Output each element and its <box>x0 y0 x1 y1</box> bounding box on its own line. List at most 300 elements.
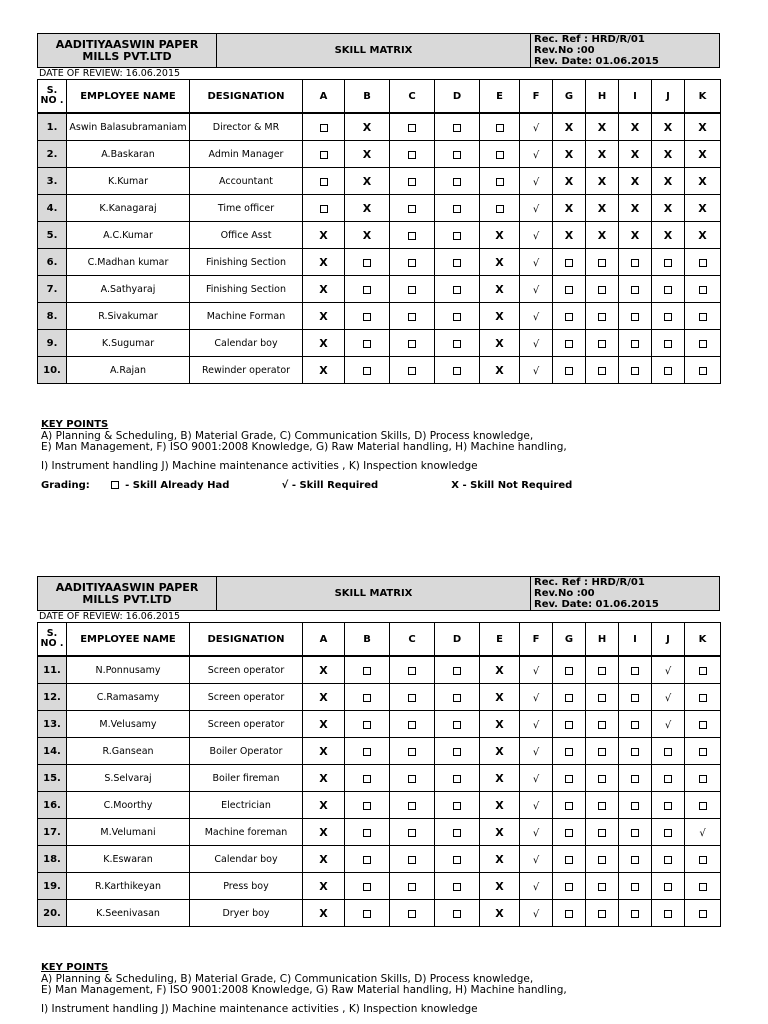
skill-not-required-icon: X <box>495 771 504 785</box>
skill-had-icon <box>699 856 707 864</box>
skill-had-icon <box>598 883 606 891</box>
skill-not-required-icon: X <box>495 255 504 269</box>
skill-cell-g <box>553 846 586 873</box>
skill-cell-a <box>303 303 345 330</box>
skill-not-required-icon: X <box>495 744 504 758</box>
skill-had-icon <box>664 367 672 375</box>
skill-not-required-icon: X <box>319 906 328 920</box>
skill-cell-b <box>345 113 390 141</box>
skill-required-icon: √ <box>699 827 706 839</box>
skill-not-required-icon: X <box>630 120 640 134</box>
skill-cell-g <box>553 819 586 846</box>
skill-required-icon: √ <box>664 692 672 704</box>
skill-cell-i <box>619 846 652 873</box>
employee-name: A.Sathyaraj <box>67 276 190 303</box>
grading-not-required: X - Skill Not Required <box>451 480 573 491</box>
skill-not-required-icon: X <box>362 228 372 242</box>
skill-cell-h <box>586 684 619 711</box>
grading-required: √ - Skill Required <box>281 480 379 491</box>
skill-cell-e <box>480 113 520 141</box>
skill-had-icon <box>664 259 672 267</box>
row-sno: 4. <box>38 195 67 222</box>
skill-not-required-icon: X <box>663 147 673 161</box>
skill-required-icon: √ <box>532 230 540 242</box>
skill-had-icon <box>664 829 672 837</box>
skill-had-icon <box>631 910 639 918</box>
skill-cell-g <box>553 873 586 900</box>
skill-required-icon: √ <box>532 908 540 920</box>
skill-had-icon <box>598 721 606 729</box>
skill-had-icon <box>320 124 328 132</box>
skill-cell-f <box>520 684 553 711</box>
skill-cell-h <box>586 222 619 249</box>
row-sno: 7. <box>38 276 67 303</box>
skill-cell-f <box>520 141 553 168</box>
skill-cell-d <box>435 656 480 684</box>
skill-cell-e <box>480 168 520 195</box>
company-name: AADITIYAASWIN PAPER MILLS PVT.LTD <box>38 577 217 610</box>
employee-name: N.Ponnusamy <box>67 656 190 684</box>
skill-cell-a <box>303 222 345 249</box>
skill-had-icon <box>565 910 573 918</box>
skill-cell-h <box>586 276 619 303</box>
skill-had-icon <box>408 721 416 729</box>
skill-cell-f <box>520 792 553 819</box>
skill-cell-i <box>619 222 652 249</box>
skill-cell-j <box>652 819 685 846</box>
skill-not-required-icon: X <box>564 201 574 215</box>
rev-no: Rev.No :00 <box>534 45 595 56</box>
skill-cell-j <box>652 900 685 927</box>
skill-not-required-icon: X <box>564 174 574 188</box>
skill-cell-b <box>345 873 390 900</box>
skill-had-icon <box>408 667 416 675</box>
skill-cell-h <box>586 168 619 195</box>
skill-cell-b <box>345 222 390 249</box>
skill-not-required-icon: X <box>495 282 504 296</box>
skill-cell-c <box>390 357 435 384</box>
table-row <box>38 276 721 303</box>
skill-cell-h <box>586 711 619 738</box>
skill-cell-f <box>520 900 553 927</box>
col-skill-j: J <box>652 80 685 114</box>
grading-had: - Skill Already Had <box>125 480 230 491</box>
skill-cell-d <box>435 249 480 276</box>
skill-cell-d <box>435 168 480 195</box>
skill-cell-h <box>586 113 619 141</box>
skill-had-icon <box>664 748 672 756</box>
skill-not-required-icon: X <box>597 147 607 161</box>
skill-cell-c <box>390 113 435 141</box>
skill-cell-f <box>520 330 553 357</box>
skill-cell-h <box>586 792 619 819</box>
record-reference <box>531 34 719 67</box>
skill-not-required-icon: X <box>495 879 504 893</box>
skill-had-icon <box>565 259 573 267</box>
col-skill-h: H <box>586 80 619 114</box>
skill-cell-h <box>586 900 619 927</box>
skill-cell-h <box>586 330 619 357</box>
skill-had-icon <box>496 178 504 186</box>
skill-cell-d <box>435 765 480 792</box>
skill-had-icon <box>699 883 707 891</box>
skill-cell-g <box>553 900 586 927</box>
skill-not-required-icon: X <box>319 744 328 758</box>
skill-not-required-icon: X <box>319 879 328 893</box>
skill-cell-j <box>652 846 685 873</box>
skill-cell-h <box>586 765 619 792</box>
table-header-row <box>38 80 721 114</box>
skill-not-required-icon: X <box>597 201 607 215</box>
skill-cell-k <box>685 873 721 900</box>
skill-cell-k <box>685 357 721 384</box>
skill-cell-e <box>480 222 520 249</box>
skill-not-required-icon: X <box>495 852 504 866</box>
skill-cell-f <box>520 249 553 276</box>
skill-cell-k <box>685 819 721 846</box>
skill-cell-j <box>652 249 685 276</box>
skill-not-required-icon: X <box>597 120 607 134</box>
skill-had-icon <box>699 259 707 267</box>
skill-had-icon <box>598 775 606 783</box>
skill-cell-b <box>345 330 390 357</box>
skill-not-required-icon: X <box>362 147 372 161</box>
skill-required-icon: √ <box>532 746 540 758</box>
skill-cell-h <box>586 249 619 276</box>
table-row <box>38 168 721 195</box>
skill-cell-g <box>553 330 586 357</box>
skill-cell-g <box>553 195 586 222</box>
skill-not-required-icon: X <box>319 852 328 866</box>
skill-had-icon <box>598 313 606 321</box>
col-employee-name: EMPLOYEE NAME <box>67 80 190 114</box>
skill-had-icon <box>631 667 639 675</box>
row-sno: 18. <box>38 846 67 873</box>
skill-had-icon <box>453 856 461 864</box>
skill-table <box>37 79 721 384</box>
skill-not-required-icon: X <box>630 201 640 215</box>
skill-had-icon <box>598 802 606 810</box>
skill-cell-k <box>685 656 721 684</box>
skill-cell-k <box>685 684 721 711</box>
skill-had-icon <box>598 748 606 756</box>
employee-name: R.Sivakumar <box>67 303 190 330</box>
skill-had-icon <box>598 910 606 918</box>
col-skill-i: I <box>619 623 652 657</box>
skill-cell-e <box>480 765 520 792</box>
skill-cell-j <box>652 168 685 195</box>
skill-required-icon: √ <box>532 203 540 215</box>
employee-name: C.Ramasamy <box>67 684 190 711</box>
table-row <box>38 656 721 684</box>
skill-had-icon <box>565 694 573 702</box>
employee-name: M.Velusamy <box>67 711 190 738</box>
skill-had-icon <box>453 367 461 375</box>
row-sno: 9. <box>38 330 67 357</box>
key-points-line-3: I) Instrument handling J) Machine maintenance activities , K) Inspection knowledge <box>41 1002 478 1015</box>
skill-cell-a <box>303 819 345 846</box>
row-sno: 8. <box>38 303 67 330</box>
skill-required-icon: √ <box>664 719 672 731</box>
col-skill-k: K <box>685 623 721 657</box>
row-sno: 1. <box>38 113 67 141</box>
col-skill-g: G <box>553 80 586 114</box>
skill-cell-b <box>345 276 390 303</box>
skill-had-icon <box>408 775 416 783</box>
skill-cell-c <box>390 303 435 330</box>
table-row <box>38 846 721 873</box>
skill-cell-b <box>345 684 390 711</box>
table-row <box>38 900 721 927</box>
skill-required-icon: √ <box>532 338 540 350</box>
skill-not-required-icon: X <box>663 228 673 242</box>
employee-name: A.Baskaran <box>67 141 190 168</box>
skill-cell-b <box>345 249 390 276</box>
skill-had-icon <box>664 802 672 810</box>
employee-name: Aswin Balasubramaniam <box>67 113 190 141</box>
skill-had-icon <box>565 748 573 756</box>
skill-cell-f <box>520 222 553 249</box>
skill-had-icon <box>363 802 371 810</box>
skill-had-icon <box>598 667 606 675</box>
employee-name: R.Karthikeyan <box>67 873 190 900</box>
skill-cell-j <box>652 711 685 738</box>
skill-cell-j <box>652 222 685 249</box>
skill-cell-a <box>303 873 345 900</box>
skill-matrix-section-2 <box>37 576 720 927</box>
skill-required-icon: √ <box>532 122 540 134</box>
skill-cell-i <box>619 684 652 711</box>
designation: Calendar boy <box>190 330 303 357</box>
table-row <box>38 765 721 792</box>
table-row <box>38 738 721 765</box>
skill-cell-h <box>586 846 619 873</box>
skill-cell-g <box>553 765 586 792</box>
skill-required-icon: √ <box>532 365 540 377</box>
skill-had-icon <box>496 205 504 213</box>
document-header <box>37 576 720 611</box>
skill-cell-b <box>345 792 390 819</box>
skill-not-required-icon: X <box>319 363 328 377</box>
skill-cell-j <box>652 684 685 711</box>
skill-cell-k <box>685 303 721 330</box>
skill-cell-k <box>685 113 721 141</box>
skill-had-icon <box>631 313 639 321</box>
skill-had-icon <box>565 856 573 864</box>
skill-cell-g <box>553 168 586 195</box>
designation: Office Asst <box>190 222 303 249</box>
col-employee-name: EMPLOYEE NAME <box>67 623 190 657</box>
skill-cell-d <box>435 711 480 738</box>
skill-had-icon <box>453 721 461 729</box>
skill-cell-i <box>619 330 652 357</box>
skill-had-icon <box>664 340 672 348</box>
skill-had-icon <box>363 883 371 891</box>
col-skill-k: K <box>685 80 721 114</box>
employee-name: A.Rajan <box>67 357 190 384</box>
row-sno: 13. <box>38 711 67 738</box>
row-sno: 12. <box>38 684 67 711</box>
skill-not-required-icon: X <box>319 282 328 296</box>
skill-cell-f <box>520 303 553 330</box>
skill-had-icon <box>631 829 639 837</box>
skill-had-icon <box>631 856 639 864</box>
skill-cell-j <box>652 792 685 819</box>
designation: Admin Manager <box>190 141 303 168</box>
skill-cell-h <box>586 873 619 900</box>
skill-cell-d <box>435 792 480 819</box>
row-sno: 2. <box>38 141 67 168</box>
col-skill-j: J <box>652 623 685 657</box>
skill-cell-b <box>345 656 390 684</box>
skill-cell-d <box>435 846 480 873</box>
skill-had-icon <box>408 151 416 159</box>
skill-not-required-icon: X <box>495 798 504 812</box>
skill-cell-k <box>685 711 721 738</box>
skill-not-required-icon: X <box>319 255 328 269</box>
skill-cell-b <box>345 141 390 168</box>
employee-name: M.Velumani <box>67 819 190 846</box>
skill-not-required-icon: X <box>663 174 673 188</box>
designation: Rewinder operator <box>190 357 303 384</box>
skill-cell-j <box>652 303 685 330</box>
rev-no: Rev.No :00 <box>534 588 595 599</box>
skill-cell-c <box>390 141 435 168</box>
skill-cell-e <box>480 846 520 873</box>
skill-cell-b <box>345 900 390 927</box>
skill-not-required-icon: X <box>319 717 328 731</box>
skill-cell-i <box>619 195 652 222</box>
skill-cell-g <box>553 113 586 141</box>
skill-cell-d <box>435 873 480 900</box>
skill-cell-c <box>390 168 435 195</box>
skill-cell-i <box>619 656 652 684</box>
designation: Machine foreman <box>190 819 303 846</box>
col-skill-a: A <box>303 623 345 657</box>
skill-cell-b <box>345 357 390 384</box>
table-row <box>38 222 721 249</box>
skill-cell-i <box>619 168 652 195</box>
skill-cell-a <box>303 900 345 927</box>
skill-cell-h <box>586 141 619 168</box>
skill-cell-b <box>345 168 390 195</box>
skill-cell-i <box>619 819 652 846</box>
skill-had-icon <box>699 286 707 294</box>
row-sno: 20. <box>38 900 67 927</box>
skill-not-required-icon: X <box>495 906 504 920</box>
skill-cell-k <box>685 738 721 765</box>
skill-had-icon <box>453 694 461 702</box>
skill-had-icon <box>453 910 461 918</box>
skill-cell-e <box>480 711 520 738</box>
skill-had-icon <box>699 721 707 729</box>
skill-had-icon <box>453 667 461 675</box>
rev-date: Rev. Date: 01.06.2015 <box>534 56 659 67</box>
skill-had-icon <box>453 124 461 132</box>
skill-cell-e <box>480 303 520 330</box>
skill-had-icon <box>496 124 504 132</box>
skill-cell-f <box>520 765 553 792</box>
col-skill-b: B <box>345 80 390 114</box>
table-row <box>38 684 721 711</box>
skill-had-icon <box>664 856 672 864</box>
designation: Accountant <box>190 168 303 195</box>
row-sno: 15. <box>38 765 67 792</box>
col-sno: S. NO . <box>38 80 67 114</box>
skill-cell-d <box>435 141 480 168</box>
skill-required-icon: √ <box>664 665 672 677</box>
skill-cell-a <box>303 684 345 711</box>
skill-cell-f <box>520 195 553 222</box>
skill-cell-h <box>586 656 619 684</box>
skill-had-icon <box>453 205 461 213</box>
col-skill-g: G <box>553 623 586 657</box>
designation: Finishing Section <box>190 276 303 303</box>
skill-had-icon <box>453 259 461 267</box>
skill-cell-c <box>390 684 435 711</box>
skill-cell-d <box>435 330 480 357</box>
skill-not-required-icon: X <box>495 309 504 323</box>
key-points-1 <box>41 419 741 492</box>
row-sno: 5. <box>38 222 67 249</box>
skill-had-icon <box>565 802 573 810</box>
skill-had-icon <box>363 340 371 348</box>
skill-cell-a <box>303 195 345 222</box>
skill-cell-e <box>480 330 520 357</box>
skill-required-icon: √ <box>532 827 540 839</box>
skill-had-icon <box>453 313 461 321</box>
skill-cell-g <box>553 303 586 330</box>
rec-ref: Rec. Ref : HRD/R/01 <box>534 577 645 588</box>
skill-had-icon <box>565 340 573 348</box>
row-sno: 14. <box>38 738 67 765</box>
skill-had-icon <box>699 775 707 783</box>
skill-cell-d <box>435 195 480 222</box>
designation: Director & MR <box>190 113 303 141</box>
skill-had-icon <box>664 883 672 891</box>
skill-had-icon <box>408 313 416 321</box>
record-reference <box>531 577 719 610</box>
designation: Boiler fireman <box>190 765 303 792</box>
col-skill-b: B <box>345 623 390 657</box>
skill-cell-d <box>435 303 480 330</box>
skill-not-required-icon: X <box>362 120 372 134</box>
skill-cell-j <box>652 330 685 357</box>
skill-cell-c <box>390 765 435 792</box>
skill-required-icon: √ <box>532 692 540 704</box>
skill-cell-i <box>619 141 652 168</box>
col-skill-h: H <box>586 623 619 657</box>
skill-had-icon <box>408 178 416 186</box>
skill-cell-a <box>303 276 345 303</box>
skill-had-icon <box>408 124 416 132</box>
skill-cell-i <box>619 792 652 819</box>
skill-had-icon <box>408 259 416 267</box>
employee-name: K.Kumar <box>67 168 190 195</box>
skill-had-icon <box>598 286 606 294</box>
skill-not-required-icon: X <box>630 174 640 188</box>
skill-had-icon <box>408 367 416 375</box>
skill-cell-j <box>652 141 685 168</box>
skill-not-required-icon: X <box>564 147 574 161</box>
skill-not-required-icon: X <box>495 717 504 731</box>
skill-not-required-icon: X <box>319 309 328 323</box>
date-of-review: DATE OF REVIEW: 16.06.2015 <box>39 611 181 622</box>
skill-cell-a <box>303 141 345 168</box>
skill-had-icon <box>363 694 371 702</box>
skill-cell-g <box>553 711 586 738</box>
skill-cell-c <box>390 900 435 927</box>
